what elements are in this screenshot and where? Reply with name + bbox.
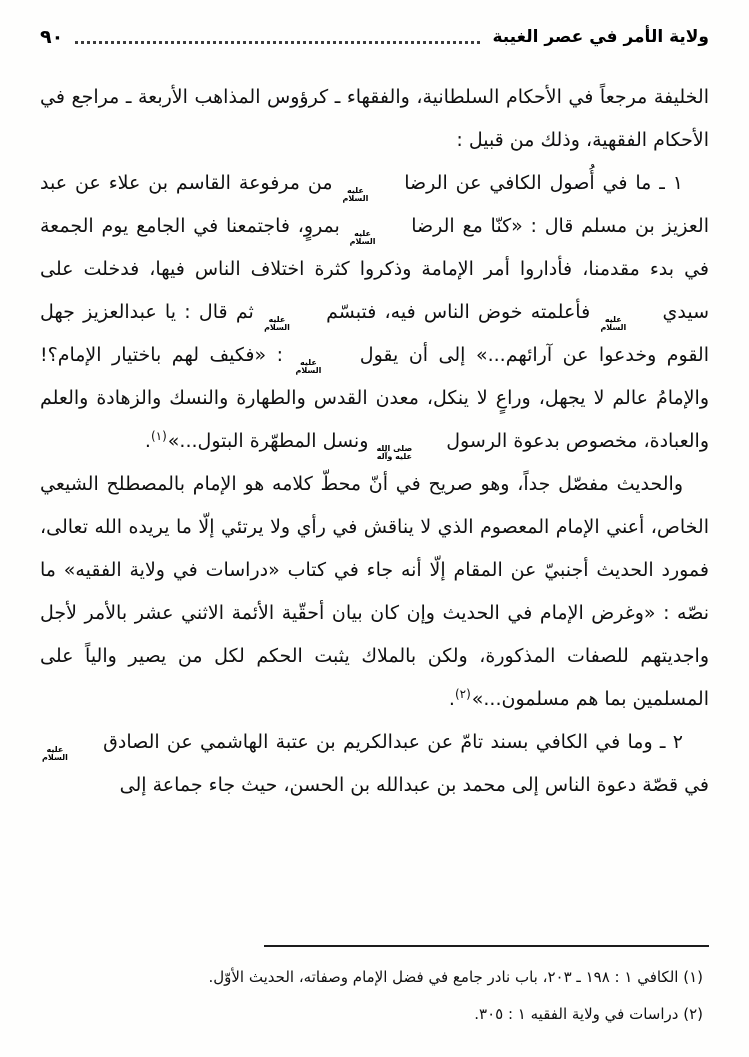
honorific-icon: صلى الله عليه وآله [376, 444, 413, 461]
paragraph: ١ ـ ما في أُصول الكافي عن الرضا عليه السلام من مرفوعة القاسم بن علاء عن عبد العزيز بن مسلم قال : «كنّا مع الرضا عليه السلام بمروٍ، فاجتمعنا في الجامع يوم الجمعة في بدء مقدمنا، فأداروا أمر الإمامة وذكروا كثرة اختلاف الناس فيها، فدخلت على سيدي عليه السلام فأعلمته خوض الناس فيه، فتبسّم عليه السلام ثم قال : يا عبدالعزيز جهل القوم وخدعوا عن آرائهم...» إلى أن يقول عليه السلام : «فكيف لهم باختيار الإمام؟! والإمامُ عالم لا يجهل، وراعٍ لا ينكل، معدن القدس والطهارة والنسك والزهادة والعلم والعبادة، مخصوص بدعوة الرسول صلى الله عليه وآله ونسل المطهّرة البتول...»$^{(١)}$. [40, 172, 710, 461]
paragraph: الخليفة مرجعاً في الأحكام السلطانية، والفقهاء ـ كرؤوس المذاهب الأربعة ـ مراجع في الأحكام الفقهية، وذلك من قبيل : [40, 86, 709, 151]
footnote: (٢) دراسات في ولاية الفقيه ١ : ٣٠٥. [474, 1005, 703, 1023]
dotted-leader [75, 41, 480, 44]
body-text [40, 76, 709, 807]
page-number: ٩٠ [40, 26, 64, 48]
footnote: (١) الكافي ١ : ١٩٨ ـ ٢٠٣، باب نادر جامع في فضل الإمام وصفاته، الحديث الأوّل. [208, 968, 703, 986]
paragraph: ٢ ـ وما في الكافي بسند تامّ عن عبدالكريم بن عتبة الهاشمي عن الصادق عليه السلام في قصّة دعوة الناس إلى محمد بن عبدالله بن الحسن، حيث جاء جماعة إلى [42, 731, 709, 796]
honorific-icon: عليه السلام [349, 229, 376, 246]
footnotes-section [40, 935, 709, 1033]
honorific-icon: عليه السلام [342, 186, 369, 203]
book-title: ولاية الأمر في عصر الغيبة [492, 27, 709, 47]
honorific-icon: عليه السلام [264, 315, 290, 332]
honorific-icon: عليه السلام [42, 745, 68, 762]
footnote-ref: (١) [150, 429, 167, 443]
footnote-separator [264, 945, 709, 947]
honorific-icon: عليه السلام [295, 358, 322, 375]
page-header [40, 26, 709, 48]
footnote-ref: (٢) [454, 687, 471, 701]
honorific-icon: عليه السلام [600, 315, 627, 332]
paragraph: والحديث مفصّل جداً، وهو صريح في أنّ محطّ كلامه هو الإمام بالمصطلح الشيعي الخاص، أعني الإمام المعصوم الذي لا يناقش في رأي ولا يرتئي إلّا ما يريده الله تعالى، فمورد الحديث أجنبيّ عن المقام إلّا أنه جاء في كتاب «دراسات في ولاية الفقيه» ما نصّه : «وغرض الإمام في الحديث وإن كان بيان أحقّية الأئمة الاثني عشر بالأمر لأجل واجديتهم للصفات المذكورة، ولكن بالملاك يثبت الحكم لكل من يصير والياً على المسلمين بما هم مسلمون...»$^{(٢)}$. [40, 473, 709, 710]
